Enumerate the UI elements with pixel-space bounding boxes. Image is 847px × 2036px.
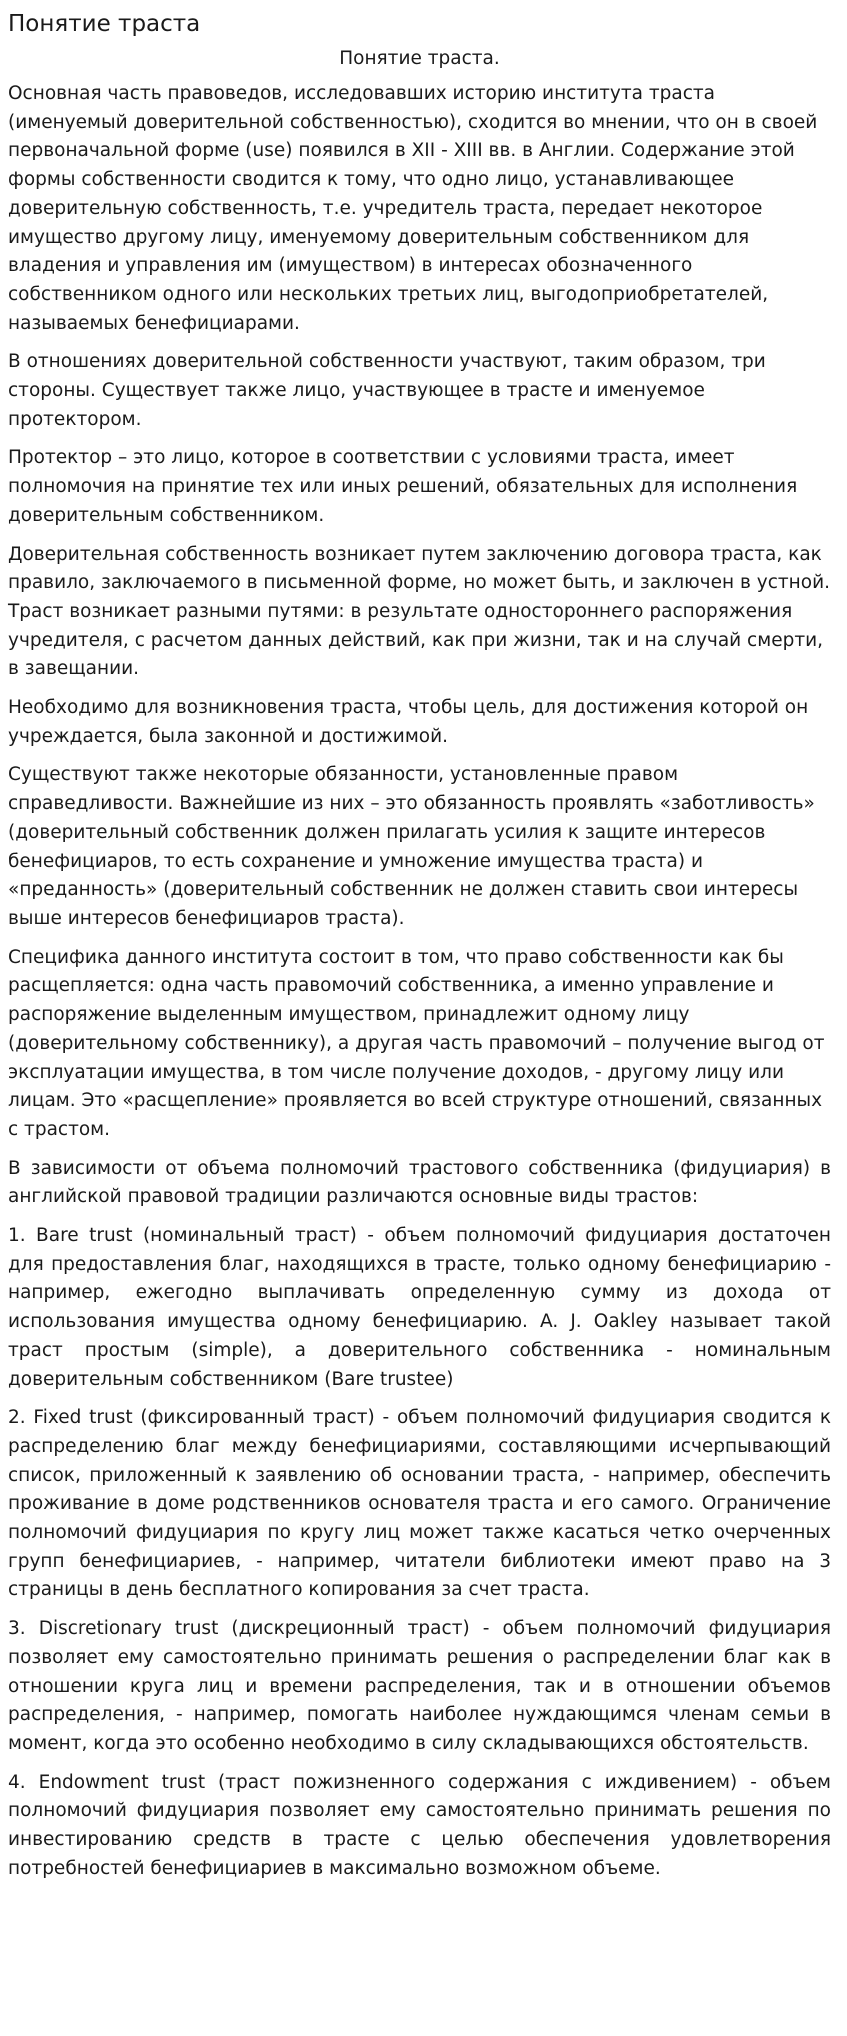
paragraph-purpose: Необходимо для возникновения траста, чтобы цель, для достижения которой он учреждается, была законной и достижимой. (8, 697, 809, 747)
paragraph-specifics: Специфика данного института состоит в том, что право собственности как бы расщепляется: одна часть правомочий собственника, а именно управление и распоряжение выделенным имуществом, принадлежит одному лицу (доверительному собственнику), а другая часть правомочий – получение выгод от эксплуатации имущества, в том числе получение доходов, - другому лицу или лицам. Это «расщепление» проявляется во всей структуре отношений, связанных с трастом. (8, 946, 825, 1140)
paragraph-history: Основная часть правоведов, исследовавших историю института траста (именуемый доверительной собственностью), сходится во мнении, что он в своей первоначальной форме (use) появился в XII - XIII вв. в Англии. Содержание этой формы собственности сводится к тому, что одно лицо, устанавливающее доверительную собственность, т.е. учредитель траста, передает некоторое имущество другому лицу, именуемому доверительным собственником для владения и управления им (имуществом) в интересах обозначенного собственником одного или нескольких третьих лиц, выгодоприобретателей, называемых бенефициарами. (8, 83, 818, 334)
paragraph-creation: Доверительная собственность возникает путем заключению договора траста, как правило, заключаемого в письменной форме, но может быть, и заключен в устной. Траст возникает разными путями: в результате одностороннего распоряжения учредителя, с расчетом данных действий, как при жизни, так и на случай смерти, в завещании. (8, 543, 830, 680)
paragraph-parties: В отношениях доверительной собственности участвуют, таким образом, три стороны. Существует также лицо, участвующее в трасте и именуемое протектором. (8, 351, 766, 430)
paragraph-types-intro: В зависимости от объема полномочий трастового собственника (фидуциария) в английской правовой традиции различаются основные виды трастов: (8, 1157, 831, 1208)
paragraph-discretionary-trust: 3. Discretionary trust (дискреционный траст) - объем полномочий фидуциария позволяет ему самостоятельно принимать решения о распределении благ как в отношении круга лиц и времени распределения, так и в отношении объемов распределения, - например, помогать наиболее нуждающимся членам семьи в момент, когда это особенно необходимо в силу складывающихся обстоятельств. (8, 1618, 831, 1754)
section-heading: Понятие траста. (339, 48, 500, 69)
paragraph-fixed-trust: 2. Fixed trust (фиксированный траст) - объем полномочий фидуциария сводится к распределению благ между бенефициариями, составляющими исчерпывающий список, приложенный к заявлению об основании траста, - например, обеспечить проживание в доме родственников основателя траста и его самого. Ограничение полномочий фидуциария по кругу лиц может также касаться четко очерченных групп бенефициариев, - например, читатели библиотеки имеют право на 3 страницы в день бесплатного копирования за счет траста. (8, 1407, 831, 1601)
paragraph-protector: Протектор – это лицо, которое в соответствии с условиями траста, имеет полномочия на принятие тех или иных решений, обязательных для исполнения доверительным собственником. (8, 447, 798, 526)
paragraph-endowment-trust: 4. Endowment trust (траст пожизненного содержания с иждивением) - объем полномочий фидуциария позволяет ему самостоятельно принимать решения по инвестированию средств в трасте с целью обеспечения удовлетворения потребностей бенефициариев в максимально возможном объеме. (8, 1771, 831, 1879)
page-title: Понятие траста (8, 11, 201, 37)
paragraph-duties: Существуют также некоторые обязанности, установленные правом справедливости. Важнейшие из них – это обязанность проявлять «заботливость» (доверительный собственник должен прилагать усилия к защите интересов бенефициаров, то есть сохранение и умножение имущества траста) и «преданность» (доверительный собственник не должен ставить свои интересы выше интересов бенефициаров траста). (8, 764, 815, 929)
paragraph-bare-trust: 1. Bare trust (номинальный траст) - объем полномочий фидуциария достаточен для предоставления благ, находящихся в трасте, только одному бенефициарию - например, ежегодно выплачивать определенную сумму из дохода от использования имущества одному бенефициарию. A. J. Oakley называет такой траст простым (simple), а доверительного собственника - номинальным доверительным собственником (Bare trustee) (8, 1225, 831, 1390)
